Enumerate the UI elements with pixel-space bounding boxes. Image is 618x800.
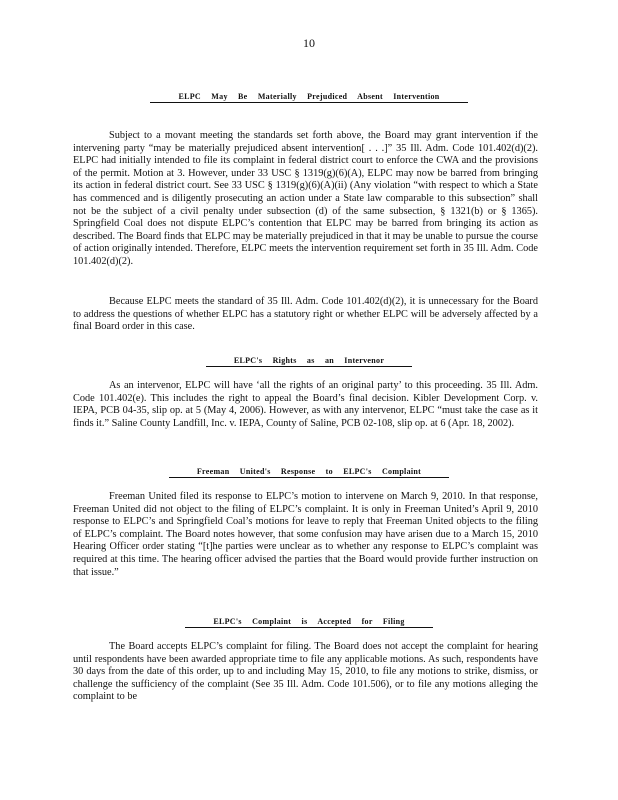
section-heading-complaint-accepted (0, 617, 618, 626)
heading-text: Freeman United's Response to ELPC's Complaint (169, 467, 449, 478)
section-heading-rights (0, 356, 618, 365)
heading-text: ELPC's Rights as an Intervenor (206, 356, 412, 367)
section-heading-freeman-response (0, 467, 618, 476)
section-heading-prejudice (0, 92, 618, 101)
paragraph-text: Because ELPC meets the standard of 35 Ill. Adm. Code 101.402(d)(2), it is unnecessary for the Board to address the questions of whether ELPC has a statutory right or whether ELPC will be adversely affected by a final Board order in this case. (73, 296, 538, 333)
paragraph-freeman-response (73, 491, 538, 579)
paragraph-text: As an intervenor, ELPC will have ‘all the rights of an original party’ to this proceeding. 35 Ill. Adm. Code 101.402(e). This includes the right to appeal the Board’s final decision. Kibler Development Corp. v. IEPA, PCB 04-35, slip op. at 5 (May 4, 2006). However, as with any intervenor, ELPC “must take the case as it finds it.” Saline County Landfill, Inc. v. IEPA, County of Saline, PCB 02-108, slip op. at 6 (Apr. 18, 2002). (73, 380, 538, 429)
paragraph-rights (73, 380, 538, 430)
paragraph-unnecessary (73, 296, 538, 334)
paragraph-text: Freeman United filed its response to ELPC’s motion to intervene on March 9, 2010. In that response, Freeman United did not object to the filing of ELPC’s complaint. It is only in Freeman United’s April 9, 2010 response to ELPC’s and Springfield Coal’s motions for leave to reply that Freeman United objects to the filing of ELPC’s complaint. The Board notes however, that some confusion may have arisen due to a March 15, 2010 Hearing Officer order stating “[t]he parties were unclear as to whether any response to ELPC’s complaint was required at this time. The hearing officer advised the parties that the Board would provide further instruction on that issue.” (73, 491, 538, 578)
paragraph-text: Subject to a movant meeting the standards set forth above, the Board may grant intervention if the intervening party “may be materially prejudiced absent intervention[ . . .]” 35 Ill. Adm. Code 101.402(d)(2). ELPC had initially intended to file its complaint in federal district court to enforce the CWA and the provisions of the permit. Motion at 3. However, under 33 USC § 1319(g)(6)(A), ELPC may now be barred from bringing its action in federal district court. See 33 USC § 1319(g)(6)(A)(ii) (Any violation “with respect to which a State has commenced and is diligently prosecuting an action under a State law comparable to this subsection” shall not be the subject of a civil penalty under subsection (d) of the same subsection, § 1321(b) or § 1365). Springfield Coal does not dispute ELPC’s contention that ELPC may be barred from bringing its action as described. The Board finds that ELPC may be materially prejudiced in that it may be unable to pursue the course of action originally intended. Therefore, ELPC meets the intervention requirement set forth in 35 Ill. Adm. Code 101.402(d)(2). (73, 130, 538, 267)
paragraph-text: The Board accepts ELPC’s complaint for filing. The Board does not accept the complaint for hearing until respondents have been awarded appropriate time to file any applicable motions. As such, respondents have 30 days from the date of this order, up to and including May 15, 2010, to file any motions to strike, dismiss, or challenge the sufficiency of the complaint (See 35 Ill. Adm. Code 101.506), or to file any motions alleging the complaint to be (73, 641, 538, 703)
page-number: 10 (303, 36, 315, 50)
heading-text: ELPC May Be Materially Prejudiced Absent Intervention (150, 92, 467, 103)
paragraph-prejudice (73, 130, 538, 269)
paragraph-complaint-accepted (73, 641, 538, 704)
heading-text: ELPC's Complaint is Accepted for Filing (185, 617, 432, 628)
